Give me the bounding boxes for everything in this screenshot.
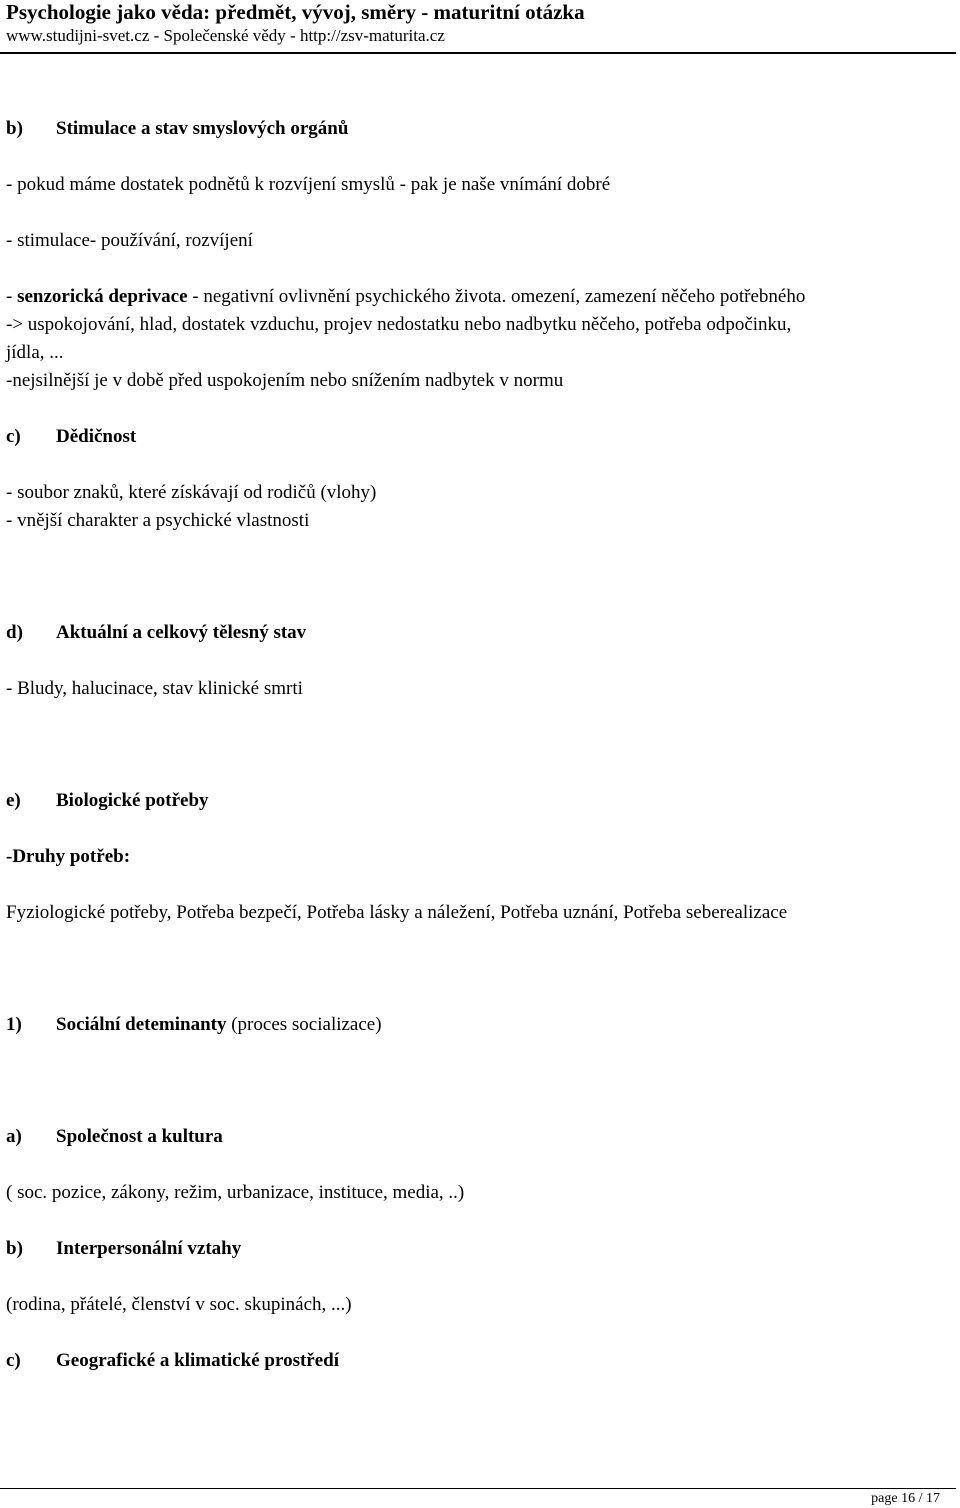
section-title: Geografické a klimatické prostředí bbox=[56, 1350, 340, 1371]
section-title: Biologické potřeby bbox=[56, 790, 209, 811]
section-label: c) bbox=[6, 1350, 21, 1371]
text-line: ( soc. pozice, zákony, režim, urbanizace, instituce, media, ..) bbox=[6, 1182, 465, 1203]
text-line-senzoricka bbox=[6, 286, 805, 308]
text-line: Fyziologické potřeby, Potřeba bezpečí, Potřeba lásky a náležení, Potřeba uznání, Potřeba seberealizace bbox=[6, 902, 788, 923]
text-line: - Bludy, halucinace, stav klinické smrti bbox=[6, 678, 303, 699]
text-line: -nejsilnější je v době před uspokojením nebo snížením nadbytek v normu bbox=[6, 370, 564, 391]
section-label: b) bbox=[6, 1238, 23, 1259]
header-divider bbox=[0, 52, 956, 54]
section-title: Stimulace a stav smyslových orgánů bbox=[56, 118, 349, 139]
text-line: jídla, ... bbox=[6, 342, 64, 363]
section-label: c) bbox=[6, 426, 21, 447]
section-heading-b-vztahy bbox=[6, 1238, 241, 1260]
text-rest: - negativní ovlivnění psychického života. omezení, zamezení něčeho potřebného bbox=[187, 286, 806, 307]
text-line: - vnější charakter a psychické vlastnosti bbox=[6, 510, 310, 531]
section-heading-b-stimulace bbox=[6, 118, 348, 140]
section-title: Dědičnost bbox=[56, 426, 137, 447]
section-label: b) bbox=[6, 118, 23, 139]
section-title: Společnost a kultura bbox=[56, 1126, 223, 1147]
section-heading-c-prostredi bbox=[6, 1350, 339, 1372]
section-label: d) bbox=[6, 622, 23, 643]
section-title: Aktuální a celkový tělesný stav bbox=[56, 622, 307, 643]
footer-divider bbox=[0, 1488, 956, 1489]
text-prefix: - bbox=[6, 286, 18, 307]
section-label: a) bbox=[6, 1126, 22, 1147]
section-label: 1) bbox=[6, 1014, 22, 1035]
section-title: Interpersonální vztahy bbox=[56, 1238, 242, 1259]
section-label: e) bbox=[6, 790, 21, 811]
text-line: -> uspokojování, hlad, dostatek vzduchu, projev nedostatku nebo nadbytku něčeho, potřeba odpočinku, bbox=[6, 314, 792, 335]
text-line: - stimulace- používání, rozvíjení bbox=[6, 230, 253, 251]
section-heading-c-dedicnost bbox=[6, 426, 136, 448]
section-heading-a-spolecnost bbox=[6, 1126, 223, 1148]
section-heading-d-stav bbox=[6, 622, 306, 644]
text-line: - pokud máme dostatek podnětů k rozvíjení smyslů - pak je naše vnímání dobré bbox=[6, 174, 611, 195]
text-line: - soubor znaků, které získávají od rodičů (vlohy) bbox=[6, 482, 377, 503]
document-title: Psychologie jako věda: předmět, vývoj, směry - maturitní otázka bbox=[6, 0, 585, 24]
section-title: Sociální deteminanty bbox=[56, 1014, 227, 1035]
bold-term: senzorická deprivace bbox=[17, 286, 188, 307]
section-title-note: (proces socializace) bbox=[226, 1014, 382, 1035]
page-number: page 16 / 17 bbox=[871, 1491, 940, 1506]
section-heading-1-socialni bbox=[6, 1014, 382, 1036]
section-heading-e-potreby bbox=[6, 790, 209, 812]
subheading-druhy-potreb: -Druhy potřeb: bbox=[6, 846, 131, 867]
document-source: www.studijni-svet.cz - Společenské vědy - http://zsv-maturita.cz bbox=[6, 26, 445, 45]
text-line: (rodina, přátelé, členství v soc. skupinách, ...) bbox=[6, 1294, 352, 1315]
